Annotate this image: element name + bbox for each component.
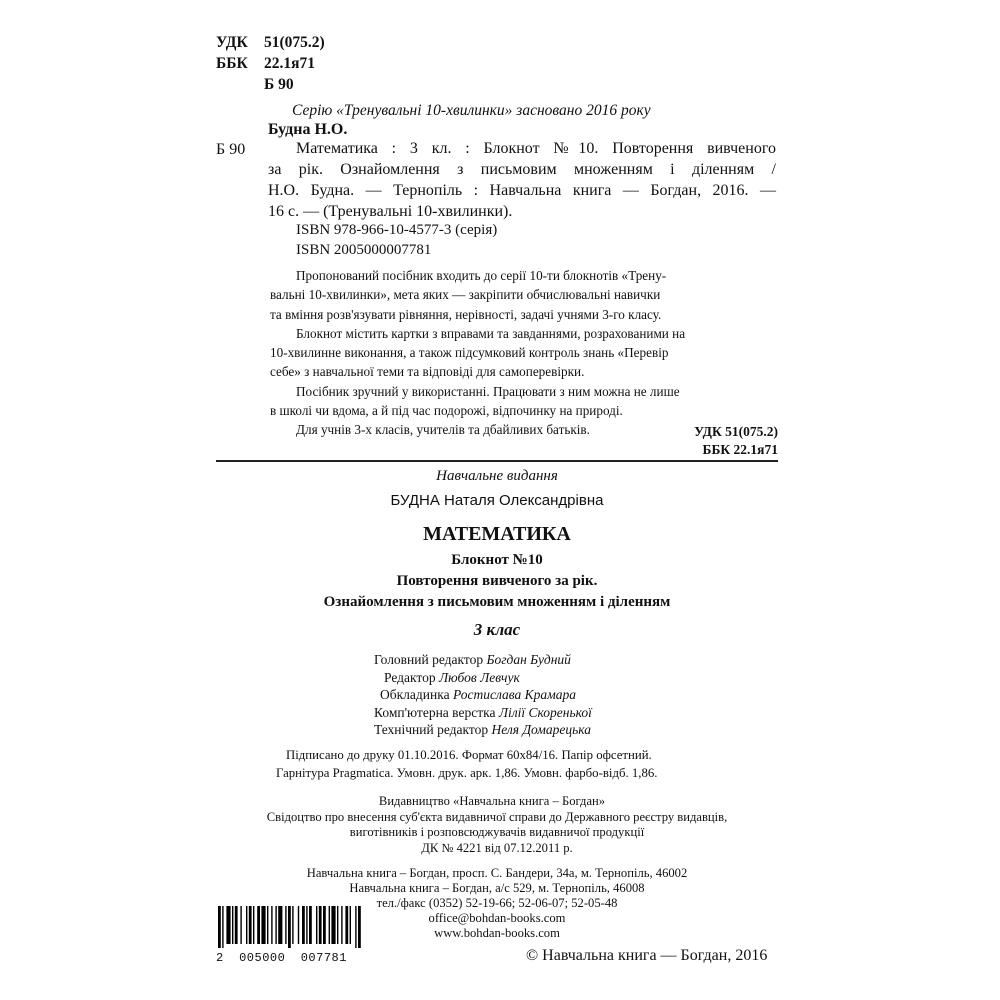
credit-name: Ростислава Крамара: [452, 687, 576, 702]
barcode-bar: [246, 906, 247, 944]
description-line: Математика : 3 кл. : Блокнот №10. Повторення вивченого: [296, 140, 776, 157]
annotation-line: Блокнот містить картки з вправами та завданнями, розрахованими на: [296, 325, 686, 341]
catalog-author: Будна Н.О.: [268, 121, 348, 138]
edition-type: Навчальне видання: [436, 468, 558, 484]
print-info: [276, 746, 658, 782]
barcode-bar: [341, 906, 342, 944]
contact-line: www.bohdan-books.com: [434, 926, 560, 940]
divider-rule: [216, 460, 778, 462]
barcode-bar: [222, 906, 223, 948]
barcode-bar: [319, 906, 322, 944]
credit-line: [374, 686, 592, 704]
credit-name: Богдан Будний: [486, 652, 571, 667]
credit-line: [374, 721, 592, 739]
credit-name: Любов Левчук: [438, 669, 520, 685]
barcode-icon: [216, 906, 396, 948]
series-note: Серію «Тренувальні 10-хвилинки» засновано 2016 року: [292, 102, 651, 119]
contact-line: тел./факс (0352) 52-19-66; 52-06-07; 52-05-48: [376, 896, 618, 910]
subtitle-line-2: Ознайомлення з письмовим множенням і діленням: [323, 594, 671, 610]
barcode-bar: [323, 906, 326, 944]
annotation-line: себе» з навчальної теми та відповіді для самоперевірки.: [270, 364, 585, 380]
barcode-bar: [267, 906, 268, 944]
credit-line: [374, 669, 592, 687]
print-info-line: Підписано до друку 01.10.2016. Формат 60х84/16. Папір офсетний.: [286, 748, 652, 762]
barcode-bar: [232, 906, 233, 944]
author-full-name: БУДНА Наталя Олександрівна: [390, 492, 604, 509]
bbk-value: 22.1я71: [264, 55, 316, 72]
copyright: © Навчальна книга — Богдан, 2016: [526, 947, 768, 964]
barcode-bar: [257, 906, 260, 944]
catalog-mark: Б 90: [216, 141, 246, 158]
barcode-bar: [292, 906, 293, 944]
barcode-bar: [316, 906, 317, 944]
publisher-line: ДК № 4221 від 07.12.2011 р.: [421, 840, 573, 855]
credit-name: Лілії Скоренької: [498, 704, 592, 720]
barcode-bar: [275, 906, 276, 944]
subtitle-line-1: Повторення вивченого за рік.: [396, 573, 598, 589]
annotation-line: в школі чи вдома, а й під час подорожі, відпочинку на природі.: [270, 403, 623, 419]
bbk-header: [216, 55, 315, 73]
description-line: 16 с. — (Тренувальні 10-хвилинки).: [268, 203, 513, 220]
credits: [374, 651, 592, 739]
barcode-graphic: [216, 906, 396, 948]
barcode-bar: [355, 906, 356, 948]
publisher-line: виготівників і розповсюджувачів видавничої продукції: [349, 825, 645, 840]
barcode-bar: [285, 906, 286, 944]
barcode-bar: [309, 906, 312, 944]
udk-value: 51(075.2): [264, 34, 325, 51]
annotation-line: Пропонований посібник входить до серії 10-ти блокнотів «Трену-: [296, 268, 667, 283]
credit-role: Головний редактор: [374, 652, 484, 667]
udk-right: УДК 51(075.2): [694, 424, 778, 439]
notebook-number: Блокнот №10: [451, 552, 543, 568]
contact-line: office@bohdan-books.com: [428, 911, 566, 925]
contact-line: Навчальна книга – Богдан, а/с 529, м. Тернопіль, 46008: [349, 881, 645, 895]
grade-label: 3 клас: [473, 620, 521, 639]
annotation-line: та вміння розв'язувати рівняння, нерівності, задачі учнями 3-го класу.: [270, 306, 662, 322]
credit-role: Технічний редактор: [374, 722, 489, 737]
barcode-bar: [345, 906, 348, 944]
annotation: [270, 266, 685, 440]
annotation-line: вальні 10-хвилинки», мета яких — закріпити обчислювальні навички: [270, 287, 661, 303]
credit-role: Комп'ютерна верстка: [374, 704, 496, 720]
annotation-line: Посібник зручний у використанні. Працювати з ним можна не лише: [296, 383, 680, 399]
print-info-line: Гарнітура Pragmatica. Умовн. друк. арк. 1,86. Умовн. фарбо-відб. 1,86.: [276, 766, 658, 780]
description-line: Н.О. Будна. — Тернопіль : Навчальна книга — Богдан, 2016. —: [268, 182, 776, 199]
barcode-bar: [253, 906, 254, 944]
publisher-info: [216, 794, 778, 856]
barcode-bar: [278, 906, 282, 944]
barcode-bar: [329, 906, 330, 944]
udk-label: УДК: [216, 34, 248, 51]
book-title: МАТЕМАТИКА: [423, 523, 571, 545]
barcode-bar: [358, 906, 361, 948]
barcode-bar: [226, 906, 230, 944]
isbn-series: ISBN 978-966-10-4577-3 (серія): [296, 222, 498, 238]
barcode-bar: [261, 906, 265, 944]
barcode-bar: [331, 906, 335, 944]
description-line: за рік. Ознайомлення з письмовим множенням і діленням /: [268, 161, 776, 178]
barcode-bar: [218, 906, 221, 948]
barcode-bar: [249, 906, 252, 944]
barcode-bar: [350, 906, 351, 944]
annotation-line: 10-хвилинне виконання, а також підсумковий контроль знань «Перевір: [270, 345, 669, 361]
credit-role: Редактор: [384, 669, 436, 685]
isbn-book: ISBN 2005000007781: [296, 242, 432, 258]
barcode-bar: [288, 906, 291, 948]
barcode-bar: [271, 906, 272, 944]
udk-header: [216, 34, 325, 52]
barcode-bar: [298, 906, 299, 944]
credit-line: [374, 651, 592, 669]
annotation-line: Для учнів 3-х класів, учителів та дбайливих батьків.: [296, 422, 590, 438]
publisher-line: Свідоцтво про внесення суб'єкта видавничої справи до Державного реєстру видавців,: [266, 809, 728, 824]
barcode-bar: [337, 906, 338, 944]
bbk-label: ББК: [216, 55, 248, 72]
barcode-digits: 2 005000 007781: [216, 951, 347, 965]
barcode-bar: [240, 906, 241, 944]
credit-line: [374, 704, 592, 722]
credit-name: Неля Домарецька: [491, 722, 592, 737]
contact-line: Навчальна книга – Богдан, просп. С. Бандери, 34а, м. Тернопіль, 46002: [306, 866, 688, 880]
publisher-line: Видавництво «Навчальна книга – Богдан»: [378, 794, 606, 808]
credit-role: Обкладинка: [380, 687, 450, 702]
author-mark-header: Б 90: [264, 76, 294, 93]
bbk-right: ББК 22.1я71: [702, 442, 778, 457]
barcode-bar: [302, 906, 305, 944]
catalog-description: [268, 138, 776, 222]
barcode-bar: [306, 906, 307, 944]
barcode-bar: [235, 906, 238, 944]
